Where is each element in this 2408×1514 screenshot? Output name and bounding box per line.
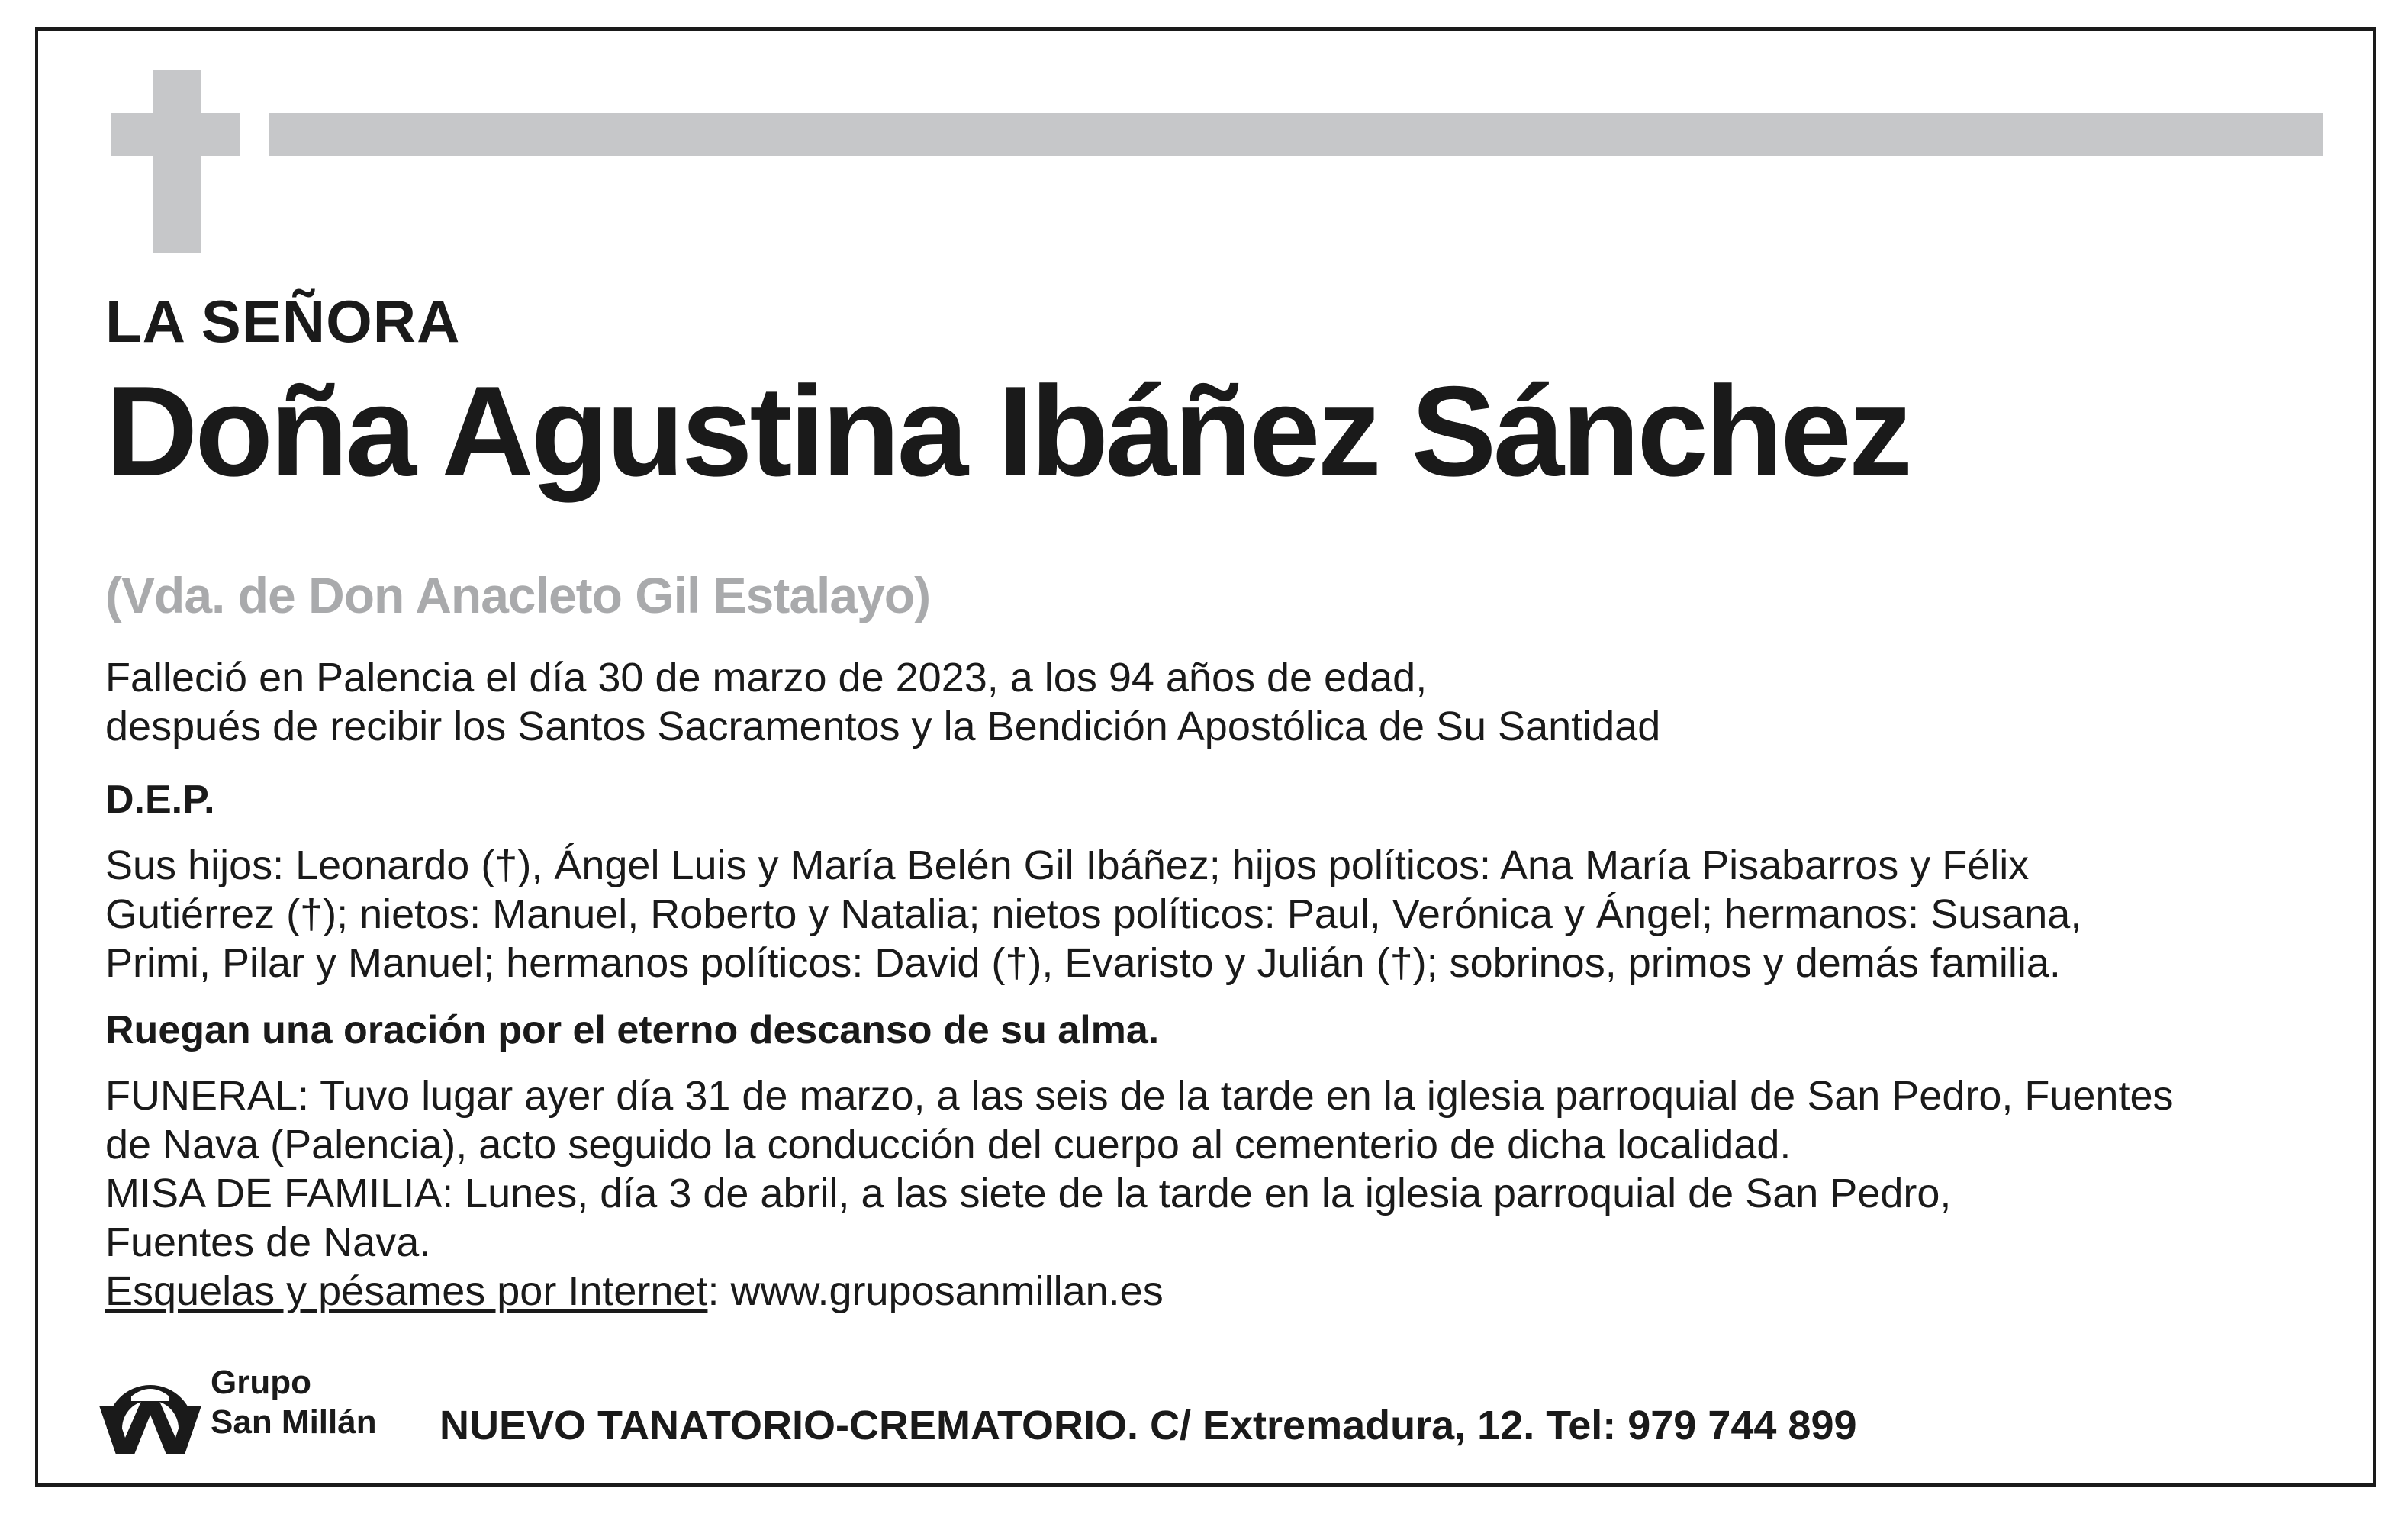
deceased-name: Doña Agustina Ibáñez Sánchez [105, 359, 1910, 503]
website-link[interactable]: www.gruposanmillan.es [730, 1268, 1164, 1314]
rip-label: D.E.P. [105, 778, 215, 822]
internet-label: Esquelas y pésames por Internet [105, 1268, 708, 1314]
prayer-request: Ruegan una oración por el eterno descanso de su alma. [105, 1008, 1160, 1052]
cross-icon-arm [111, 113, 240, 156]
mass-line: Fuentes de Nava. [105, 1219, 431, 1265]
funeral-home-address: NUEVO TANATORIO-CREMATORIO. C/ Extremadura, 12. Tel: 979 744 899 [439, 1403, 1857, 1448]
brand-line: Grupo [211, 1364, 311, 1401]
funeral-line: de Nava (Palencia), acto seguido la conducción del cuerpo al cementerio de dicha localidad. [105, 1122, 1792, 1168]
header-rule [269, 113, 2323, 156]
death-notice-line: Falleció en Palencia el día 30 de marzo de 2023, a los 94 años de edad, [105, 655, 1428, 701]
family-line: Sus hijos: Leonardo (†), Ángel Luis y María Belén Gil Ibáñez; hijos políticos: Ana María Pisabarros y Félix [105, 842, 2030, 888]
internet-separator: : [707, 1268, 731, 1314]
grupo-san-millan-logo-icon [93, 1358, 208, 1458]
brand-name [211, 1363, 377, 1442]
family-line: Primi, Pilar y Manuel; hermanos políticos: David (†), Evaristo y Julián (†); sobrinos, primos y demás familia. [105, 940, 2061, 986]
brand-line: San Millán [211, 1403, 377, 1441]
funeral-line: FUNERAL: Tuvo lugar ayer día 31 de marzo, a las seis de la tarde en la iglesia parroquial de San Pedro, Fuentes [105, 1073, 2174, 1119]
internet-line [105, 1267, 1164, 1316]
cross-icon [153, 70, 201, 253]
death-notice-line: después de recibir los Santos Sacramentos y la Bendición Apostólica de Su Santidad [105, 704, 1661, 749]
mass-line: MISA DE FAMILIA: Lunes, día 3 de abril, a las siete de la tarde en la iglesia parroquial de San Pedro, [105, 1171, 1952, 1216]
honorific: LA SEÑORA [105, 288, 461, 355]
family-line: Gutiérrez (†); nietos: Manuel, Roberto y Natalia; nietos políticos: Paul, Verónica y Ángel; hermanos: Susana, [105, 891, 2082, 937]
widow-of: (Vda. de Don Anacleto Gil Estalayo) [105, 567, 931, 623]
